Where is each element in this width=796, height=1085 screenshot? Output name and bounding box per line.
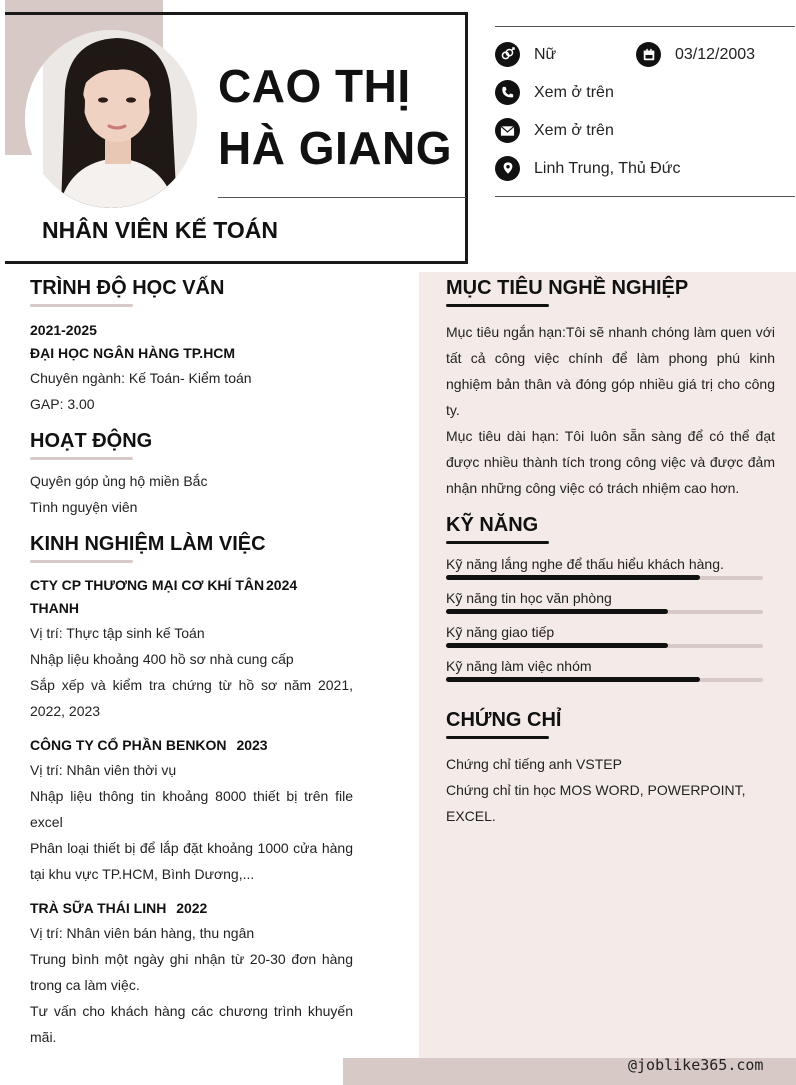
skills-title: KỸ NĂNG (446, 514, 539, 536)
job-line: Nhập liệu khoảng 400 hồ sơ nhà cung cấp (30, 651, 294, 667)
location-icon (495, 156, 520, 181)
education-title: TRÌNH ĐỘ HỌC VẤN (30, 277, 225, 299)
gender-value: Nữ (534, 45, 557, 63)
mail-icon (495, 118, 520, 143)
skill-item (446, 620, 775, 648)
job-company (30, 574, 266, 620)
skill-bar-track (446, 678, 763, 682)
job-line: Phân loại thiết bị để lắp đặt khoảng 1000 cửa hàng tại khu vực TP.HCM, Bình Dương,... (30, 840, 353, 882)
birthday-value: 03/12/2003 (675, 45, 756, 63)
experience-section (30, 532, 353, 1050)
activity-item: Tình nguyện viên (30, 499, 138, 515)
job-line: Nhập liệu thông tin khoảng 8000 thiết bị trên file excel (30, 788, 353, 830)
experience-title: KINH NGHIỆM LÀM VIỆC (30, 533, 266, 555)
left-column (30, 276, 353, 1050)
certificates-underline (446, 736, 549, 739)
job-entry (30, 574, 353, 724)
contact-top-divider (495, 26, 795, 27)
job-company: CÔNG TY CỔ PHẦN BENKON (30, 737, 227, 753)
contact-bottom-divider (495, 196, 795, 197)
skill-item (446, 654, 775, 682)
job-title: NHÂN VIÊN KẾ TOÁN (42, 217, 278, 243)
address-value: Linh Trung, Thủ Đức (534, 159, 681, 177)
phone-icon (495, 80, 520, 105)
name-divider (218, 197, 466, 198)
objective-short-term: Mục tiêu ngắn hạn:Tôi sẽ nhanh chóng làm quen với tất cả công việc chính để làm phong phú kinh nghiệm bản thân và đóng góp nhiều giá trị cho công ty. (446, 324, 775, 418)
objective-section (446, 276, 775, 501)
education-major: Chuyên ngành: Kế Toán- Kiểm toán (30, 370, 252, 386)
skill-item (446, 586, 775, 614)
job-line: Tư vấn cho khách hàng các chương trình khuyến mãi. (30, 1003, 353, 1045)
job-year: 2023 (236, 737, 268, 753)
activities-underline (30, 457, 133, 460)
education-section (30, 276, 353, 417)
job-company-line: THANH (30, 600, 79, 616)
skill-bar-fill (446, 643, 668, 648)
education-underline (30, 304, 133, 307)
email-value: Xem ở trên (534, 121, 614, 139)
job-entry (30, 897, 353, 1050)
activities-section (30, 429, 353, 520)
education-gpa: GAP: 3.00 (30, 396, 95, 412)
objective-title: MỤC TIÊU NGHỀ NGHIỆP (446, 277, 689, 299)
skill-label: Kỹ năng giao tiếp (446, 624, 555, 640)
skill-bar-fill (446, 609, 668, 614)
contact-birthday (636, 42, 755, 67)
right-column (446, 276, 775, 829)
certificate-item: Chứng chỉ tiếng anh VSTEP (446, 756, 622, 772)
skill-item (446, 552, 775, 580)
job-header (30, 897, 353, 920)
skills-underline (446, 541, 549, 544)
skill-bar-track (446, 644, 763, 648)
skills-section (446, 513, 775, 682)
name-line-2: HÀ GIANG (218, 122, 452, 174)
education-school: ĐẠI HỌC NGÂN HÀNG TP.HCM (30, 345, 236, 361)
objective-long-term: Mục tiêu dài hạn: Tôi luôn sẵn sàng để có thể đạt được nhiều thành tích trong công việc và được đảm nhận những công việc có trách nhiệm cao hơn. (446, 428, 775, 496)
contact-phone (495, 80, 614, 105)
job-line: Trung bình một ngày ghi nhận từ 20-30 đơn hàng trong ca làm việc. (30, 951, 353, 993)
skill-label: Kỹ năng tin học văn phòng (446, 590, 612, 606)
contact-gender (495, 42, 556, 67)
activity-item: Quyên góp ủng hộ miền Bắc (30, 473, 208, 489)
contact-email (495, 118, 614, 143)
skills-list (446, 552, 775, 682)
skill-label: Kỹ năng làm việc nhóm (446, 658, 592, 674)
job-line: Vị trí: Nhân viên bán hàng, thu ngân (30, 925, 255, 941)
name-line-1: CAO THỊ (218, 60, 411, 112)
job-company-line: CTY CP THƯƠNG MẠI CƠ KHÍ TÂN (30, 577, 265, 593)
experience-underline (30, 560, 133, 563)
education-years: 2021-2025 (30, 322, 97, 338)
objective-underline (446, 304, 549, 307)
certificates-section (446, 708, 775, 829)
job-line: Vị trí: Nhân viên thời vụ (30, 762, 177, 778)
activities-title: HOẠT ĐỘNG (30, 430, 153, 452)
certificates-title: CHỨNG CHỈ (446, 709, 562, 731)
job-header (30, 734, 353, 757)
job-company: TRÀ SỮA THÁI LINH (30, 900, 167, 916)
job-year: 2024 (266, 577, 298, 593)
certificate-item: Chứng chỉ tin học MOS WORD, POWERPOINT, EXCEL. (446, 782, 746, 824)
job-line: Sắp xếp và kiểm tra chứng từ hồ sơ năm 2021, 2022, 2023 (30, 677, 353, 719)
profile-photo (25, 30, 197, 208)
skill-label: Kỹ năng lắng nghe để thấu hiểu khách hàng. (446, 556, 724, 572)
gender-icon (495, 42, 520, 67)
portrait-illustration (25, 30, 197, 208)
skill-bar-track (446, 610, 763, 614)
phone-value: Xem ở trên (534, 83, 614, 101)
watermark: @joblike365.com (628, 1056, 764, 1074)
skill-bar-fill (446, 575, 700, 580)
full-name (218, 55, 452, 179)
job-header (30, 574, 353, 620)
job-year: 2022 (176, 900, 208, 916)
job-line: Vị trí: Thực tập sinh kế Toán (30, 625, 205, 641)
skill-bar-fill (446, 677, 700, 682)
skill-bar-track (446, 576, 763, 580)
contact-address (495, 156, 681, 181)
calendar-icon (636, 42, 661, 67)
job-entry (30, 734, 353, 887)
